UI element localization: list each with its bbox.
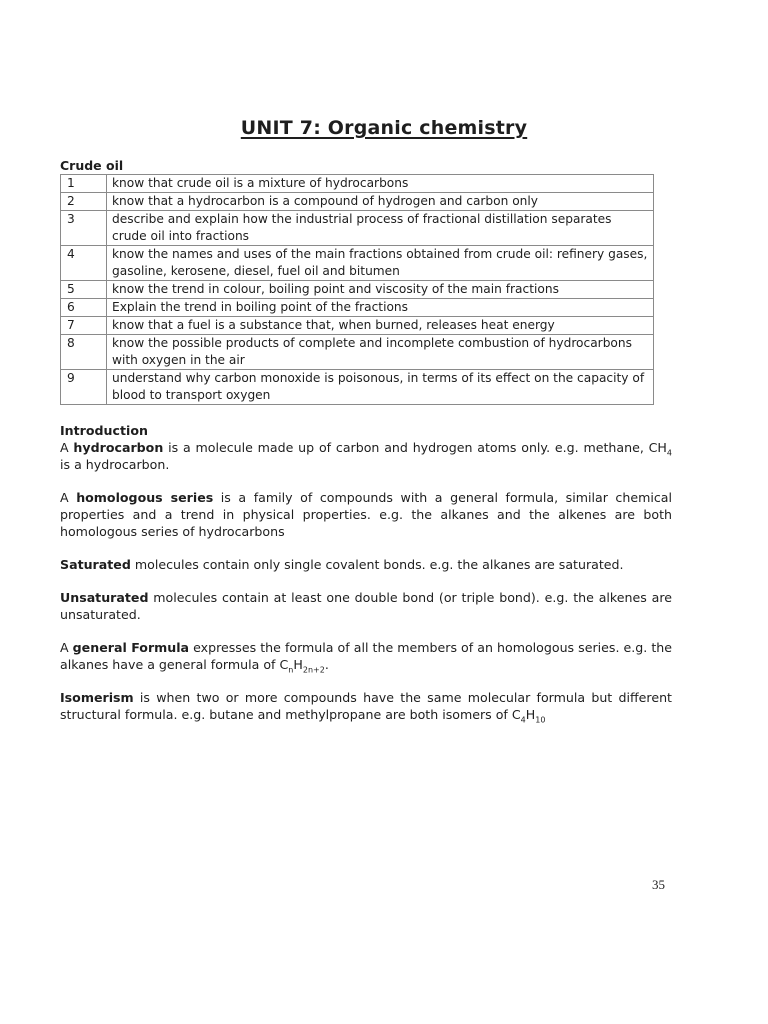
subscript: 4 <box>666 448 672 458</box>
unsaturated-definition <box>60 589 672 623</box>
term-isomerism: Isomerism <box>60 690 134 705</box>
text-segment: expresses the formula of all the members of an homologous series. e.g. the alkanes have a general formula of C <box>60 640 672 672</box>
general-formula-definition <box>60 639 672 673</box>
objective-number: 7 <box>61 317 107 335</box>
subscript: 10 <box>535 715 546 725</box>
text-segment: A <box>60 490 77 505</box>
table-row <box>61 317 654 335</box>
subscript: 2n+2 <box>302 665 325 675</box>
table-row <box>61 335 654 370</box>
table-row <box>61 370 654 405</box>
text-segment: molecules contain only single covalent bonds. e.g. the alkanes are saturated. <box>130 557 624 572</box>
text-segment: H <box>293 657 303 672</box>
objective-text: know the names and uses of the main fractions obtained from crude oil: refinery gases, gasoline, kerosene, diesel, fuel oil and bitumen <box>107 246 654 281</box>
homologous-series-definition <box>60 489 672 540</box>
objective-number: 8 <box>61 335 107 370</box>
text-segment: A <box>60 640 73 655</box>
objective-text: know that a fuel is a substance that, when burned, releases heat energy <box>107 317 654 335</box>
objective-number: 3 <box>61 211 107 246</box>
introduction-section <box>60 422 672 739</box>
objective-text: know that crude oil is a mixture of hydrocarbons <box>107 175 654 193</box>
text-segment: is a molecule made up of carbon and hydrogen atoms only. e.g. methane, CH <box>163 440 667 455</box>
objective-text: describe and explain how the industrial process of fractional distillation separates crude oil into fractions <box>107 211 654 246</box>
term-saturated: Saturated <box>60 557 131 572</box>
isomerism-definition <box>60 689 672 723</box>
text-segment: H <box>525 707 536 722</box>
objective-number: 9 <box>61 370 107 405</box>
table-row <box>61 246 654 281</box>
objective-number: 2 <box>61 193 107 211</box>
objective-text: know the possible products of complete and incomplete combustion of hydrocarbons with oxygen in the air <box>107 335 654 370</box>
table-row <box>61 193 654 211</box>
table-row <box>61 175 654 193</box>
page-title: UNIT 7: Organic chemistry <box>240 117 528 139</box>
text-segment: A <box>60 440 74 455</box>
term-hydrocarbon: hydrocarbon <box>73 440 164 455</box>
text-segment: is a family of compounds with a general formula, similar chemical properties and a trend in physical properties. e.g. the alkanes and the alkenes are both homologous series of hydrocarbons <box>60 490 672 539</box>
subscript: 4 <box>520 715 526 725</box>
subscript: n <box>288 665 294 675</box>
objective-text: understand why carbon monoxide is poisonous, in terms of its effect on the capacity of blood to transport oxygen <box>107 370 654 405</box>
objective-number: 4 <box>61 246 107 281</box>
term-general-formula: general Formula <box>72 640 190 655</box>
objective-number: 5 <box>61 281 107 299</box>
text-segment: molecules contain at least one double bond (or triple bond). e.g. the alkenes are unsaturated. <box>60 590 672 622</box>
crude-oil-heading: Crude oil <box>60 158 124 173</box>
saturated-definition <box>60 556 672 573</box>
text-segment: is a hydrocarbon. <box>60 457 170 472</box>
objective-number: 1 <box>61 175 107 193</box>
text-segment: . <box>324 657 329 672</box>
objective-text: know the trend in colour, boiling point and viscosity of the main fractions <box>107 281 654 299</box>
objective-text: know that a hydrocarbon is a compound of hydrogen and carbon only <box>107 193 654 211</box>
term-homologous-series: homologous series <box>76 490 214 505</box>
crude-oil-objectives-table <box>60 174 654 405</box>
text-segment: is when two or more compounds have the same molecular formula but different structural formula. e.g. butane and methylpropane are both isomers of C <box>60 690 672 722</box>
table-row <box>61 281 654 299</box>
table-row <box>61 211 654 246</box>
hydrocarbon-definition <box>60 439 672 473</box>
term-unsaturated: Unsaturated <box>60 590 149 605</box>
page-number: 35 <box>652 877 665 892</box>
objective-number: 6 <box>61 299 107 317</box>
table-row <box>61 299 654 317</box>
objective-text: Explain the trend in boiling point of the fractions <box>107 299 654 317</box>
introduction-heading: Introduction <box>60 423 148 438</box>
